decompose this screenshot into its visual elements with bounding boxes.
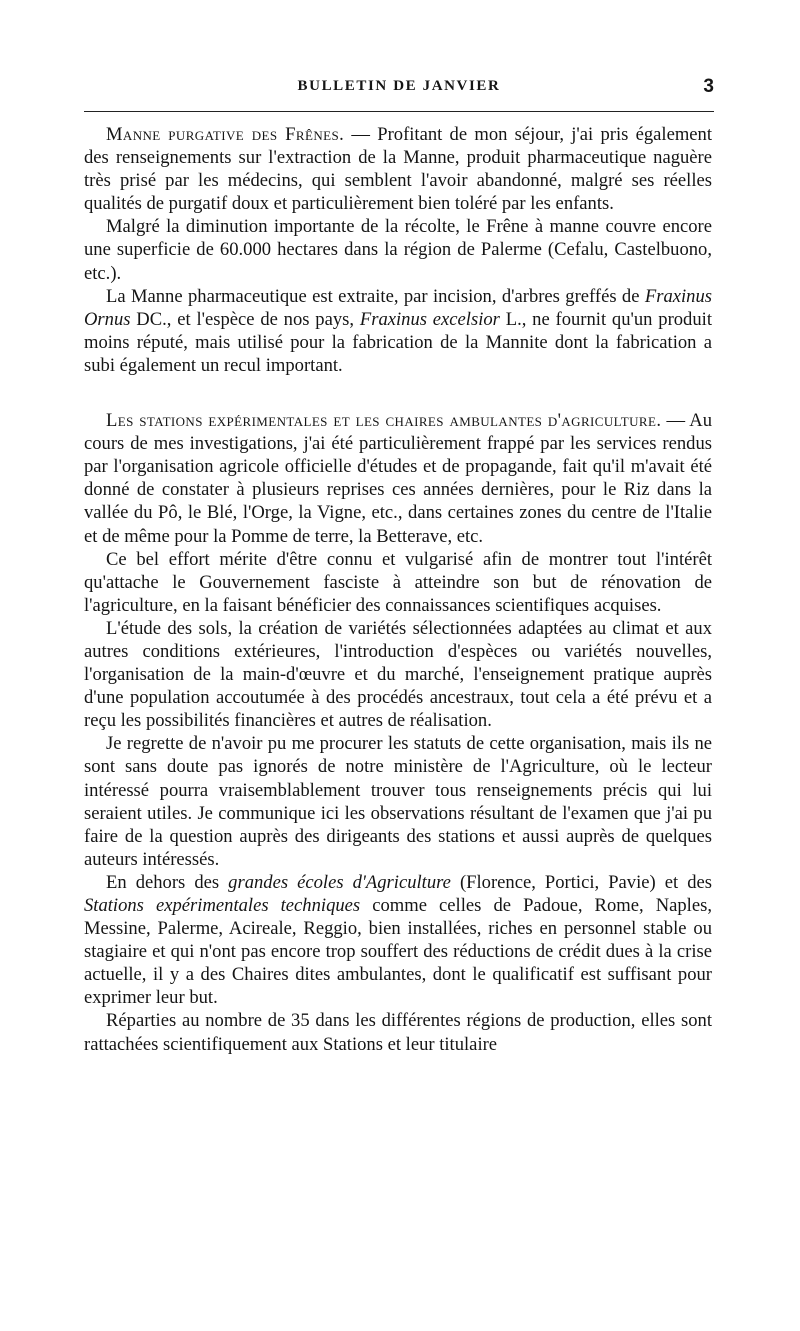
stations-paragraph-5: [84, 871, 712, 1010]
manne-p3-text-b: DC., et l'espèce de nos pays,: [130, 308, 360, 330]
manne-paragraph-3: [84, 285, 712, 377]
manne-paragraph-2: Malgré la diminution importante de la récolte, le Frêne à manne couvre encore une superficie de 60.000 hectares dans la région de Palerme (Cefalu, Castelbuono, etc.).: [84, 216, 712, 284]
running-title: BULLETIN DE JANVIER: [297, 78, 501, 94]
section-gap: [84, 377, 712, 409]
stations-p5-text-a: En dehors des: [106, 871, 229, 893]
stations-p5-text-c: comme celles de Padoue, Rome, Naples, Messine, Palerme, Acireale, Reggio, bien installées, riches en personnel stable ou stagiaire et qui n'ont pas encore trop souffert des réductions de crédit dues à la crise actuelle, il y a des Chaires dites ambulantes, dont le qualificatif est suffisant pour exprimer leur but.: [84, 895, 712, 1009]
manne-heading: Manne purgative des Frênes.: [106, 124, 345, 145]
body-text: [84, 123, 712, 1056]
stations-paragraph-1-text: — Au cours de mes investigations, j'ai été particulièrement frappé par les services rendus par l'organisation agricole officielle d'études et de propagande, fait qu'il m'avait été donné de constater à plusieurs reprises ces années dernières, pour le Riz dans la vallée du Pô, le Blé, l'Orge, la Vigne, etc., dans certaines zones du centre de l'Italie et de même pour la Pomme de terre, la Betterave, etc.: [84, 410, 712, 547]
manne-paragraph-1: [84, 123, 712, 215]
stations-p5-text-b: (Florence, Portici, Pavie) et des: [450, 871, 712, 893]
stations-paragraph-6: Réparties au nombre de 35 dans les différentes régions de production, elles sont rattachées scientifiquement aux Stations et leur titulaire: [84, 1010, 712, 1055]
manne-p3-species-1: Fraxinus Ornus: [84, 285, 712, 330]
stations-paragraph-4: Je regrette de n'avoir pu me procurer les statuts de cette organisation, mais ils ne sont sans doute pas ignorés de notre ministère de l'Agriculture, où le lecteur intéressé pourra vraisemblablement trouver tous renseignements précis qui lui seraient utiles. Je communique ici les observations résultant de l'examen que j'ai pu faire de la question auprès des dirigeants des stations et aussi auprès de quelques auteurs intéressés.: [84, 733, 712, 870]
running-header: [84, 78, 714, 102]
stations-paragraph-2: Ce bel effort mérite d'être connu et vulgarisé afin de montrer tout l'intérêt qu'attache le Gouvernement fasciste à atteindre son but de rénovation de l'agriculture, en la faisant bénéficier des connaissances scientifiques acquises.: [84, 548, 712, 616]
stations-heading: Les stations expérimentales et les chaires ambulantes d'agriculture.: [106, 410, 662, 432]
manne-paragraph-1-text: — Profitant de mon séjour, j'ai pris également des renseignements sur l'extraction de la Manne, produit pharmaceutique naguère très prisé par les médecins, qui semblent l'avoir abandonné, malgré ses réelles qualités de purgatif doux et particulièrement bien toléré par les enfants.: [84, 124, 712, 215]
page-number: 3: [703, 76, 714, 97]
manne-p3-text-c: L., ne fournit qu'un produit moins réputé, mais utilisé pour la fabrication de la Mannite dont la fabrication a subi également un recul important.: [84, 308, 712, 376]
manne-p3-species-2: Fraxinus excelsior: [359, 308, 500, 330]
stations-paragraph-1: [84, 409, 712, 548]
stations-p5-italic-1: grandes écoles d'Agriculture: [228, 871, 451, 893]
stations-paragraph-3: L'étude des sols, la création de variétés sélectionnées adaptées au climat et aux autres conditions extérieures, l'introduction d'espèces ou variétés nouvelles, l'organisation de la main-d'œuvre et du marché, l'enseignement pratique auprès d'une population accoutumée à des procédés ancestraux, tout cela a été prévu et a reçu les possibilités financières et autres de réalisation.: [84, 617, 712, 732]
manne-p3-text-a: La Manne pharmaceutique est extraite, par incision, d'arbres greffés de: [106, 285, 645, 307]
header-rule: [84, 111, 714, 112]
stations-p5-italic-2: Stations expérimentales techniques: [84, 895, 361, 916]
